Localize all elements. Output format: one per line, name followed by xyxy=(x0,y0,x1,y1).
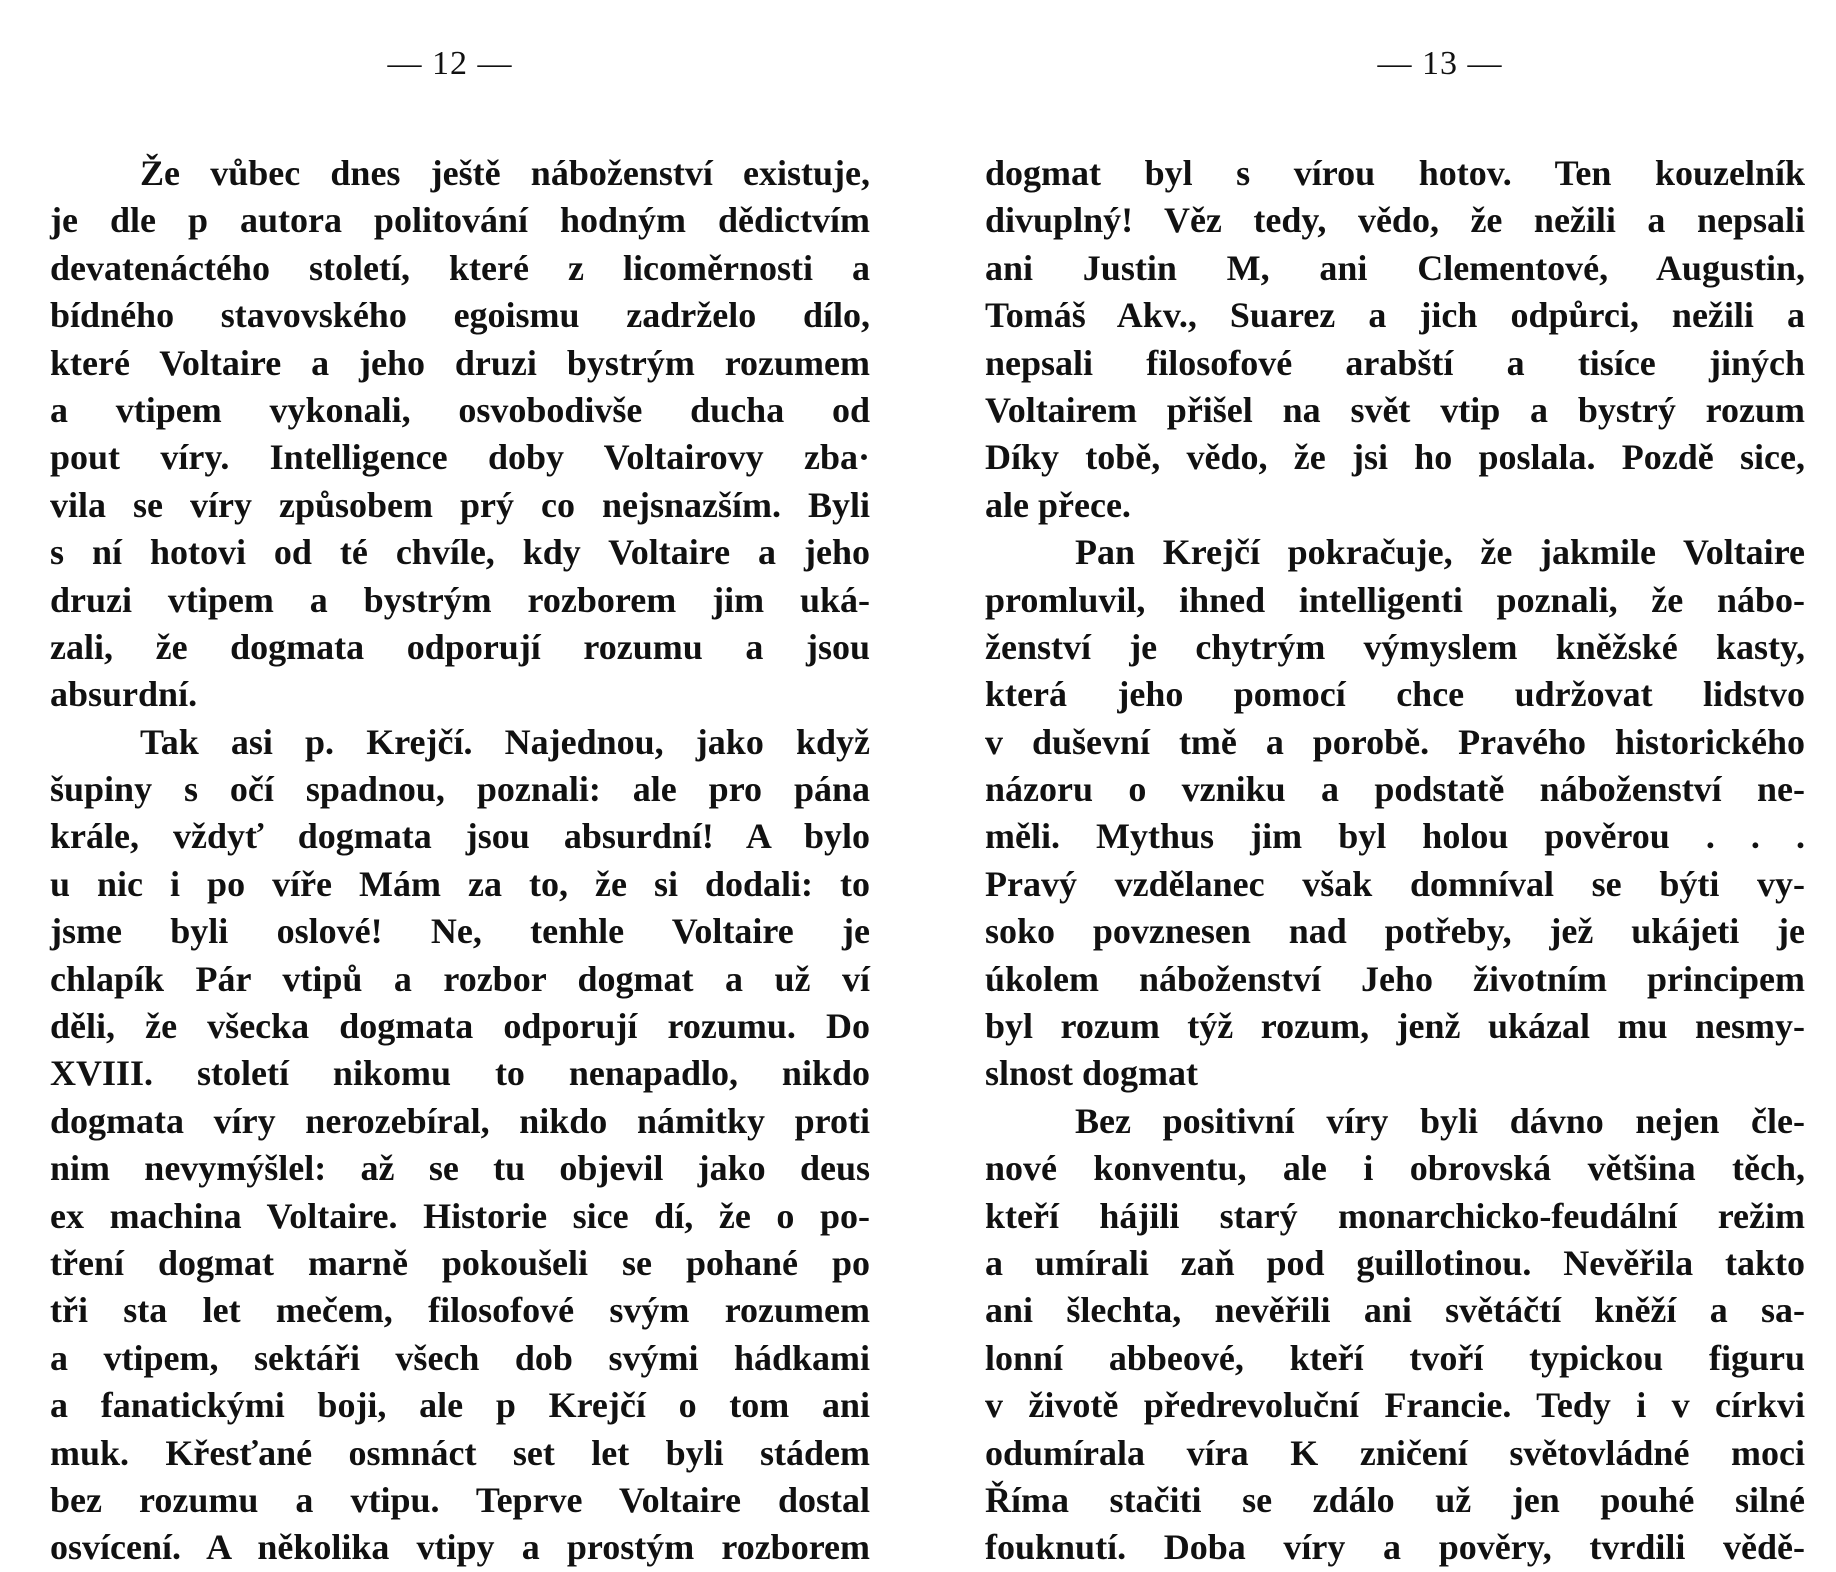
text-line: s ní hotovi od té chvíle, kdy Voltaire a jeho xyxy=(50,532,870,573)
text-line: ženství je chytrým výmyslem kněžské kasty, xyxy=(985,626,1805,667)
text-line: Říma stačiti se zdálo už jen pouhé silné xyxy=(985,1479,1805,1520)
text-line: bídného stavovského egoismu zadrželo dílo, xyxy=(50,295,870,336)
text-line: úkolem náboženství Jeho životním principem xyxy=(985,958,1805,999)
text-line: slnost dogmat xyxy=(985,1053,1199,1094)
text-line: chlapík Pár vtipů a rozbor dogmat a už ví xyxy=(50,958,870,999)
text-line: názoru o vzniku a podstatě náboženství ne- xyxy=(985,769,1805,810)
text-line: Pravý vzdělanec však domníval se býti vy- xyxy=(985,863,1805,904)
text-line: děli, že všecka dogmata odporují rozumu. Do xyxy=(50,1006,870,1047)
text-line: a umírali zaň pod guillotinou. Nevěřila takto xyxy=(985,1242,1805,1283)
text-line: Že vůbec dnes ještě náboženství existuje, xyxy=(140,153,870,193)
text-line: Bez positivní víry byli dávno nejen čle- xyxy=(1075,1100,1805,1141)
text-line: Tomáš Akv., Suarez a jich odpůrci, nežili a xyxy=(985,295,1805,336)
text-line: devatenáctého století, které z licoměrnosti a xyxy=(50,247,870,288)
text-line: tři sta let mečem, filosofové svým rozumem xyxy=(50,1290,870,1331)
text-line: a fanatickými boji, ale p Krejčí o tom ani xyxy=(50,1385,870,1426)
text-line: promluvil, ihned intelligenti poznali, že nábo- xyxy=(985,579,1805,620)
text-line: měli. Mythus jim byl holou pověrou . . . xyxy=(985,816,1805,857)
text-line: nové konventu, ale i obrovská většina těch, xyxy=(985,1148,1805,1189)
text-line: a vtipem, sektáři všech dob svými hádkami xyxy=(50,1337,870,1378)
text-line: šupiny s očí spadnou, poznali: ale pro pána xyxy=(50,769,870,810)
text-line: bez rozumu a vtipu. Teprve Voltaire dostal xyxy=(50,1479,870,1520)
text-line: byl rozum týž rozum, jenž ukázal mu nesmy- xyxy=(985,1006,1805,1047)
text-line: kteří hájili starý monarchicko-feudální režim xyxy=(985,1195,1805,1236)
text-line: lonní abbeové, kteří tvoří typickou figuru xyxy=(985,1337,1805,1378)
text-line: u nic i po víře Mám za to, že si dodali: to xyxy=(50,863,870,904)
text-line: ani šlechta, nevěřili ani světáčtí kněží a sa- xyxy=(985,1290,1805,1331)
text-line: odumírala víra K zničení světovládné moci xyxy=(985,1432,1805,1473)
text-line: tření dogmat marně pokoušeli se pohané po xyxy=(50,1242,870,1283)
text-line: v životě předrevoluční Francie. Tedy i v církvi xyxy=(985,1385,1805,1426)
text-line: absurdní. xyxy=(50,674,198,715)
page-number: — 13 — xyxy=(1377,45,1503,82)
text-line: Tak asi p. Krejčí. Najednou, jako když xyxy=(140,721,870,762)
text-line: zali, že dogmata odporují rozumu a jsou xyxy=(50,626,870,667)
text-line: dogmat byl s vírou hotov. Ten kouzelník xyxy=(985,153,1805,193)
text-line: muk. Křesťané osmnáct set let byli stádem xyxy=(50,1432,870,1473)
text-line: Voltairem přišel na svět vtip a bystrý rozum xyxy=(985,389,1805,430)
text-line: je dle p autora politování hodným dědictvím xyxy=(50,200,870,241)
text-line: XVIII. století nikomu to nenapadlo, nikdo xyxy=(50,1053,870,1094)
text-line: ale přece. xyxy=(985,484,1131,525)
text-line: nim nevymýšlel: až se tu objevil jako deus xyxy=(50,1148,870,1189)
text-line: a vtipem vykonali, osvobodivše ducha od xyxy=(50,389,870,430)
text-line: osvícení. A několika vtipy a prostým rozborem xyxy=(50,1527,870,1568)
text-line: soko povznesen nad potřeby, jež ukájeti je xyxy=(985,911,1805,952)
text-line: pout víry. Intelligence doby Voltairovy zba· xyxy=(50,437,870,478)
text-line: jsme byli oslové! Ne, tenhle Voltaire je xyxy=(50,911,870,952)
text-line: fouknutí. Doba víry a pověry, tvrdili vědě- xyxy=(985,1527,1805,1568)
text-line: v duševní tmě a porobě. Pravého historického xyxy=(985,721,1805,762)
text-line: krále, vždyť dogmata jsou absurdní! A bylo xyxy=(50,816,870,857)
text-line: která jeho pomocí chce udržovat lidstvo xyxy=(985,674,1805,715)
text-line: dogmata víry nerozebíral, nikdo námitky proti xyxy=(50,1100,870,1141)
right-page xyxy=(985,0,1805,1568)
text-line: druzi vtipem a bystrým rozborem jim uká- xyxy=(50,579,870,620)
text-line: Díky tobě, vědo, že jsi ho poslala. Pozdě sice, xyxy=(985,437,1805,478)
text-line: ani Justin M, ani Clementové, Augustin, xyxy=(985,247,1805,288)
text-line: vila se víry způsobem prý co nejsnazším. Byli xyxy=(50,484,870,525)
page-text xyxy=(50,150,870,1572)
page-text xyxy=(985,150,1805,1572)
text-line: ex machina Voltaire. Historie sice dí, že o po- xyxy=(50,1195,870,1236)
text-line: Pan Krejčí pokračuje, že jakmile Voltaire xyxy=(1075,532,1805,573)
text-line: divuplný! Věz tedy, vědo, že nežili a nepsali xyxy=(985,200,1805,241)
text-line: nepsali filosofové arabští a tisíce jiných xyxy=(985,342,1805,383)
left-page xyxy=(50,0,870,1568)
text-line: které Voltaire a jeho druzi bystrým rozumem xyxy=(50,342,870,383)
page-number: — 12 — xyxy=(387,45,513,82)
